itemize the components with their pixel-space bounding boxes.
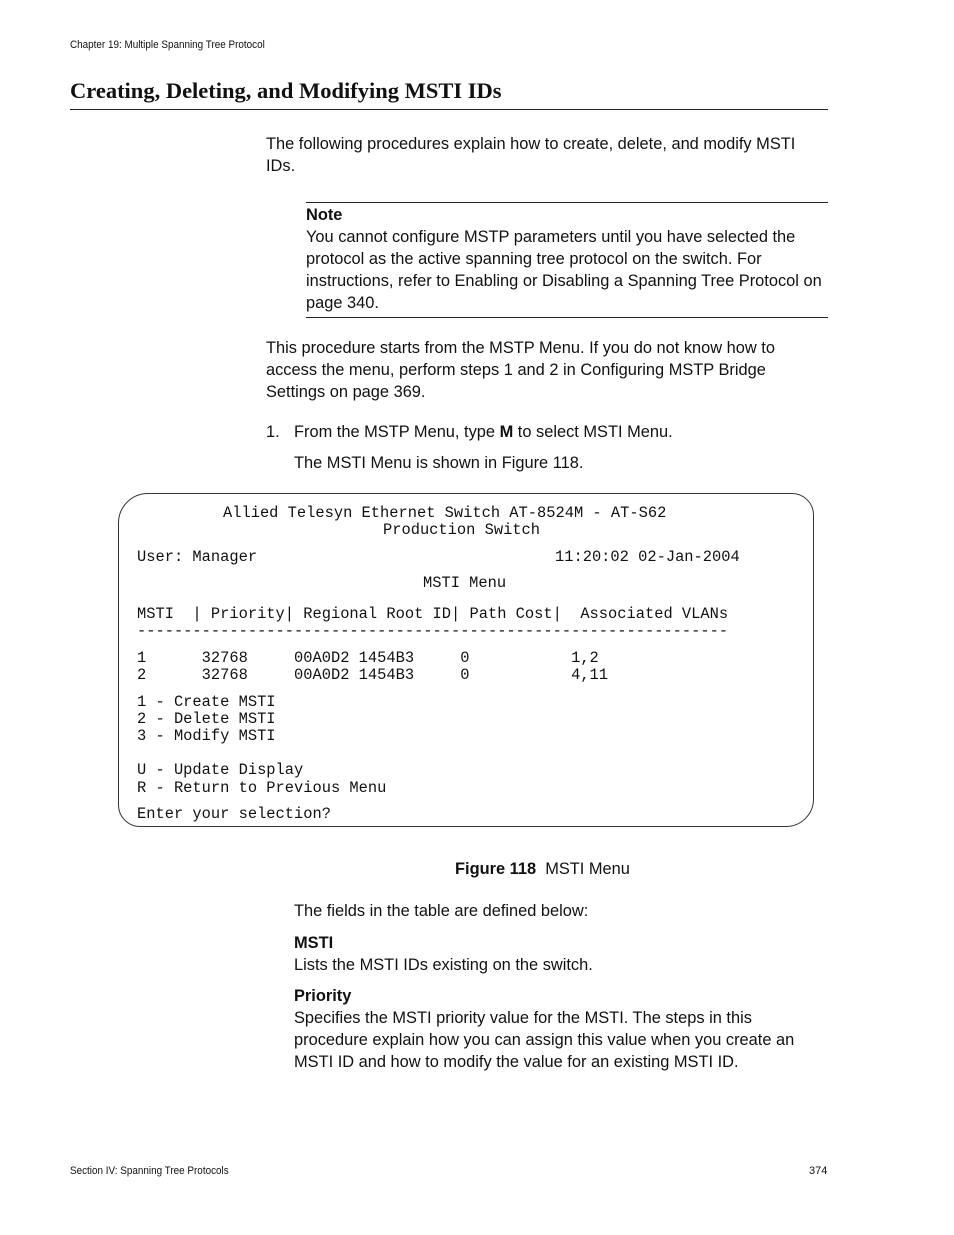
- screen-title-line2: Production Switch: [383, 521, 541, 539]
- definition-desc: Lists the MSTI IDs existing on the switch.: [294, 956, 593, 974]
- screen-option-create: 1 - Create MSTI: [137, 693, 276, 711]
- screen-row: 1 32768 00A0D2 1454B3 0 1,2: [137, 649, 599, 667]
- title-divider: [70, 109, 828, 110]
- screen-menu-title: MSTI Menu: [423, 574, 507, 592]
- step-key: M: [499, 423, 514, 441]
- screen-option-return: R - Return to Previous Menu: [137, 779, 387, 797]
- note-text: You cannot configure MSTP parameters until you have selected the protocol as the active spanning tree protocol on the switch. For instructions, refer to Enabling or Disabling a Spanning Tree Protocol on page 340.: [306, 228, 822, 312]
- screen-prompt: Enter your selection?: [137, 805, 331, 823]
- screen-column-header: MSTI | Priority| Regional Root ID| Path Cost| Associated VLANs: [137, 605, 729, 623]
- screen-option-update: U - Update Display: [137, 761, 304, 779]
- step-text-after: to select MSTI Menu.: [513, 423, 673, 441]
- fields-intro: The fields in the table are defined below:: [294, 902, 589, 920]
- page-number: 374: [809, 1165, 828, 1177]
- screen-user: User: Manager: [137, 548, 258, 566]
- note-heading: Note: [306, 206, 343, 224]
- figure-caption: [455, 860, 630, 879]
- screen-option-modify: 3 - Modify MSTI: [137, 727, 276, 745]
- screen-divider: ----------------------------------------------------------------: [137, 622, 729, 640]
- step-text: [294, 421, 673, 443]
- definition-term: MSTI: [294, 934, 334, 952]
- section-title: Creating, Deleting, and Modifying MSTI IDs: [70, 78, 502, 103]
- chapter-header: Chapter 19: Multiple Spanning Tree Protocol: [70, 39, 265, 51]
- note-box: [306, 202, 828, 318]
- figure-label: Figure 118: [455, 860, 537, 878]
- procedure-intro: This procedure starts from the MSTP Menu. If you do not know how to access the menu, perform steps 1 and 2 in Configuring MSTP Bridge Settings on page 369.: [266, 339, 775, 401]
- intro-paragraph: The following procedures explain how to create, delete, and modify MSTI IDs.: [266, 135, 796, 175]
- step-text-before: From the MSTP Menu, type: [294, 423, 500, 441]
- step-number: 1.: [266, 423, 280, 441]
- step-result: The MSTI Menu is shown in Figure 118.: [294, 454, 584, 472]
- screen-row: 2 32768 00A0D2 1454B3 0 4,11: [137, 666, 609, 684]
- definition-desc: Specifies the MSTI priority value for the MSTI. The steps in this procedure explain how you can assign this value when you create an MSTI ID and how to modify the value for an existing MSTI ID.: [294, 1009, 795, 1071]
- definition-term: Priority: [294, 987, 352, 1005]
- footer-section: Section IV: Spanning Tree Protocols: [70, 1165, 229, 1177]
- definition-list: [294, 932, 814, 1082]
- screen-datetime: 11:20:02 02-Jan-2004: [555, 548, 740, 566]
- screen-option-delete: 2 - Delete MSTI: [137, 710, 276, 728]
- figure-caption-text: MSTI Menu: [545, 860, 630, 878]
- screen-title-line1: Allied Telesyn Ethernet Switch AT-8524M - AT-S62: [223, 504, 667, 522]
